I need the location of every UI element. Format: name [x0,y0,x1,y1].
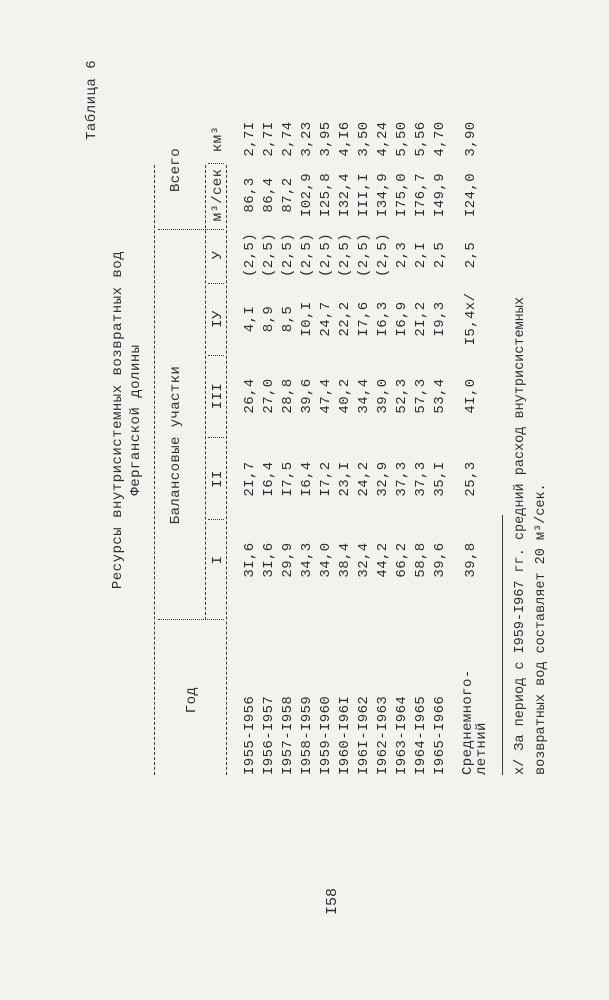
table-cell: I7,6 [356,301,372,337]
table-cell: I32,4 [337,173,353,218]
table-cell: (2,5) [299,233,315,278]
row-year: I958-I959 [299,695,315,775]
table-cell: 3,50 [356,121,372,157]
table-cell: (2,5) [318,233,334,278]
header-section-5: У [210,250,226,260]
row-year: I955-I956 [242,695,258,775]
average-cell: 39,8 [463,542,479,578]
average-label-line2: летний [474,722,490,775]
table-cell: 40,2 [337,378,353,414]
table-cell: 57,3 [413,378,429,414]
table-cell: I25,8 [318,173,334,218]
table-cell: 5,50 [394,121,410,157]
table-cell: 4,I [242,305,258,333]
row-year: I965-I966 [432,695,448,775]
header-separator-4 [208,283,224,284]
table-cell: 34,0 [318,542,334,578]
table-cell: (2,5) [261,233,277,278]
table-top-rule [154,165,155,775]
table-cell: 3I,6 [261,542,277,578]
table-cell: 22,2 [337,301,353,337]
row-year: I959-I960 [318,695,334,775]
table-cell: I34,9 [375,173,391,218]
average-label-line1: Среднемного- [460,669,476,775]
table-cell: I75,0 [394,173,410,218]
header-section-4: IУ [210,310,226,328]
average-cell: 4I,0 [463,378,479,414]
table-cell: I6,3 [375,301,391,337]
table-cell: I7,2 [318,461,334,497]
row-year: I963-I964 [394,695,410,775]
table-cell: 5,56 [413,121,429,157]
table-cell: 3,95 [318,121,334,157]
table-cell: 28,8 [280,378,296,414]
table-cell: 39,6 [299,378,315,414]
table-cell: 27,0 [261,378,277,414]
average-cell: 3,90 [463,121,479,157]
table-cell: 4,24 [375,121,391,157]
table-cell: 2,I [413,241,429,269]
table-cell: I49,9 [432,173,448,218]
row-year: I96I-I962 [356,695,372,775]
table-cell: III,I [356,173,372,218]
row-year: I964-I965 [413,695,429,775]
table-cell: 4,I6 [337,121,353,157]
header-volume-unit: км³ [210,125,226,153]
table-cell: I7,5 [280,461,296,497]
table-cell: (2,5) [242,233,258,278]
table-cell: 39,6 [432,542,448,578]
header-bottom-rule [226,165,227,775]
table-title-line1: Ресурсы внутрисистемных возвратных вод [110,250,126,590]
table-cell: 37,3 [394,461,410,497]
table-label: Таблица 6 [84,59,100,140]
header-separator-1 [208,519,224,520]
table-cell: (2,5) [375,233,391,278]
table-cell: 3I,6 [242,542,258,578]
table-cell: 29,9 [280,542,296,578]
row-year: I956-I957 [261,695,277,775]
table-cell: 52,3 [394,378,410,414]
header-separator-3 [208,355,224,356]
table-cell: I6,4 [261,461,277,497]
header-section-3: III [210,382,226,410]
table-cell: I02,9 [299,173,315,218]
page-number: I58 [324,887,341,915]
row-year: I962-I963 [375,695,391,775]
table-cell: 24,7 [318,301,334,337]
table-cell: 35,I [432,461,448,497]
table-cell: 58,8 [413,542,429,578]
table-cell: 8,9 [261,305,277,333]
table-cell: 23,I [337,461,353,497]
table-title-line2: Ферганской долины [128,344,144,496]
table-cell: 38,4 [337,542,353,578]
average-cell: I5,4х/ [463,292,479,346]
table-cell: 34,4 [356,378,372,414]
header-section-1: I [210,555,226,565]
average-cell: 2,5 [463,241,479,269]
table-cell: I0,I [299,301,315,337]
row-year: I960-I96I [337,695,353,775]
header-separator-5 [208,163,224,164]
header-year: Год [184,686,200,714]
table-cell: 2,3 [394,241,410,269]
header-balance-sections: Балансовые участки [168,365,184,525]
header-total: Всего [168,148,184,193]
table-cell: 2,74 [280,121,296,157]
header-separator-year [158,619,224,620]
table-cell: 2,7I [242,121,258,157]
header-mid-rule [205,165,206,620]
row-year: I957-I958 [280,695,296,775]
table-cell: 32,9 [375,461,391,497]
header-separator-total [158,229,224,230]
table-cell: I6,9 [394,301,410,337]
footnote-rule [502,515,503,775]
table-cell: 2,7I [261,121,277,157]
table-cell: (2,5) [337,233,353,278]
table-cell: 32,4 [356,542,372,578]
header-section-2: II [210,470,226,488]
table-cell: I9,3 [432,301,448,337]
table-cell: 2I,2 [413,301,429,337]
table-cell: (2,5) [356,233,372,278]
table-cell: 26,4 [242,378,258,414]
table-cell: (2,5) [280,233,296,278]
footnote: х/ За период с I959-I967 гг. средний расход внутрисистемных возвратных вод составляет 20 м³/сек. [513,297,549,775]
table-cell: 34,3 [299,542,315,578]
table-cell: 66,2 [394,542,410,578]
average-cell: I24,0 [463,173,479,218]
table-cell: 2,5 [432,241,448,269]
table-cell: 86,4 [261,177,277,213]
table-cell: 24,2 [356,461,372,497]
table-cell: 3,23 [299,121,315,157]
table-cell: 2I,7 [242,461,258,497]
average-cell: 25,3 [463,461,479,497]
table-cell: 47,4 [318,378,334,414]
table-cell: 4,70 [432,121,448,157]
table-cell: I76,7 [413,173,429,218]
header-separator-2 [208,437,224,438]
table-cell: 44,2 [375,542,391,578]
table-cell: 53,4 [432,378,448,414]
table-cell: 8,5 [280,305,296,333]
table-cell: 86,3 [242,177,258,213]
table-cell: 39,0 [375,378,391,414]
table-cell: 37,3 [413,461,429,497]
table-cell: I6,4 [299,461,315,497]
header-flow-unit: м³/сек [210,168,226,222]
table-cell: 87,2 [280,177,296,213]
